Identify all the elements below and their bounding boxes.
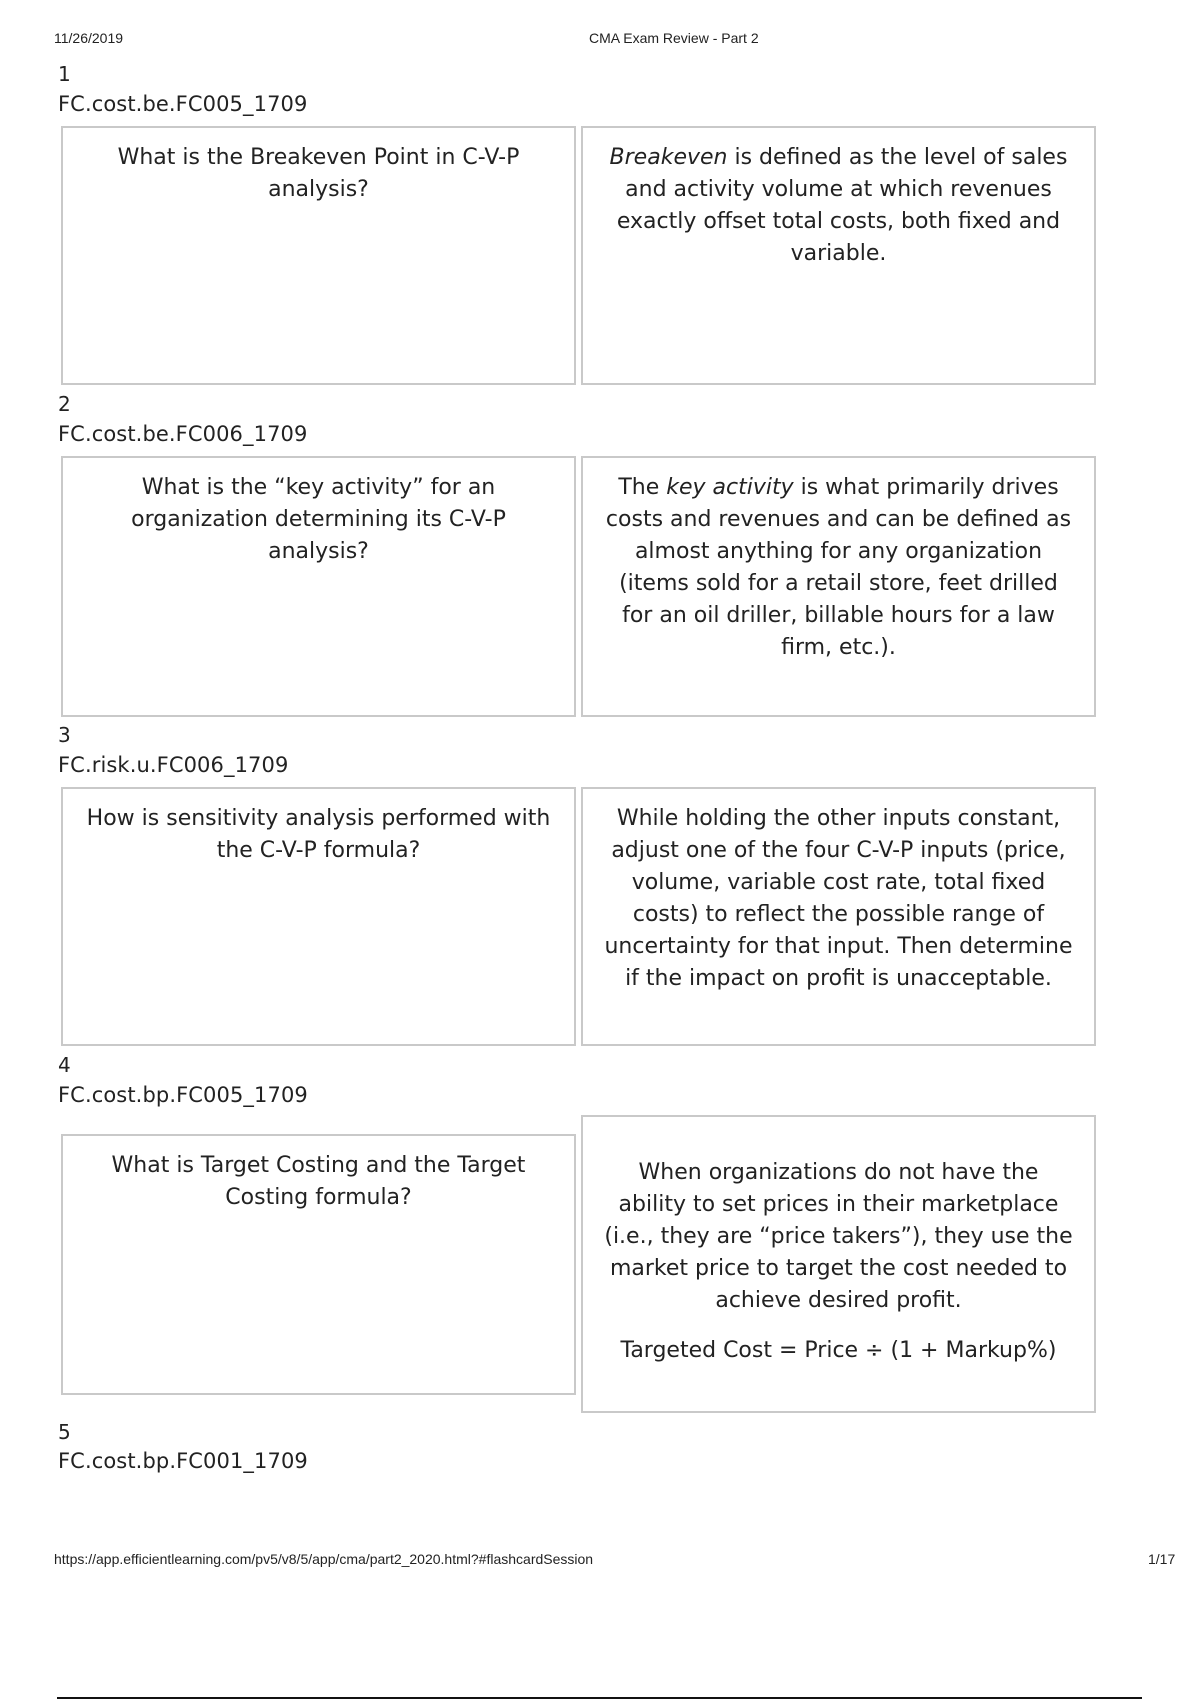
card-number: 2 [58,392,71,416]
question-text: What is the Breakeven Point in C-V-P analysis? [117,145,520,202]
card-number: 5 [58,1420,71,1444]
print-title: CMA Exam Review - Part 2 [589,30,759,46]
print-date: 11/26/2019 [54,30,124,46]
card-number: 3 [58,723,71,747]
question-text: What is the “key activity” for an organization determining its C-V-P analysis? [131,475,506,564]
answer-prefix: The [618,475,667,500]
print-url: https://app.efficientlearning.com/pv5/v8/5/app/cma/part2_2020.html?#flashcardSession [54,1551,594,1567]
card-code: FC.risk.u.FC006_1709 [58,753,289,777]
question-text: How is sensitivity analysis performed with the C-V-P formula? [86,806,551,863]
answer-text: While holding the other inputs constant, adjust one of the four C-V-P inputs (price, volume, variable cost rate, total fixed costs) to reflect the possible range of uncertainty for that input. Then determine if the impact on profit is unacceptable. [604,806,1073,991]
card-code: FC.cost.bp.FC001_1709 [58,1449,308,1473]
answer-term: Breakeven [609,145,728,170]
flashcard-question[interactable] [61,1134,576,1395]
card-code: FC.cost.bp.FC005_1709 [58,1083,308,1107]
page-divider [57,1697,1142,1699]
card-code: FC.cost.be.FC006_1709 [58,422,308,446]
flashcard-answer[interactable] [581,787,1096,1046]
answer-text: When organizations do not have the ability to set prices in their marketplace (i.e., they are “price takers”), they use the market price to target the cost needed to achieve desired profit. [604,1160,1073,1313]
flashcard-answer[interactable] [581,126,1096,385]
flashcard-question[interactable] [61,126,576,385]
flashcard-answer[interactable] [581,456,1096,717]
page-number: 1/17 [1148,1551,1176,1567]
card-number: 4 [58,1053,71,1077]
flashcard-answer[interactable] [581,1115,1096,1413]
answer-text: is defined as the level of sales and activity volume at which revenues exactly offset total costs, both fixed and variable. [616,145,1068,266]
answer-formula: Targeted Cost = Price ÷ (1 + Markup%) [620,1338,1057,1363]
flashcard-question[interactable] [61,456,576,717]
flashcard-question[interactable] [61,787,576,1046]
answer-text: is what primarily drives costs and revenues and can be defined as almost anything for any organization (items sold for a retail store, feet drilled for an oil driller, billable hours for a law firm, etc.). [605,475,1072,660]
card-code: FC.cost.be.FC005_1709 [58,92,308,116]
answer-term: key activity [666,475,794,500]
question-text: What is Target Costing and the Target Costing formula? [111,1153,526,1210]
card-number: 1 [58,62,71,86]
